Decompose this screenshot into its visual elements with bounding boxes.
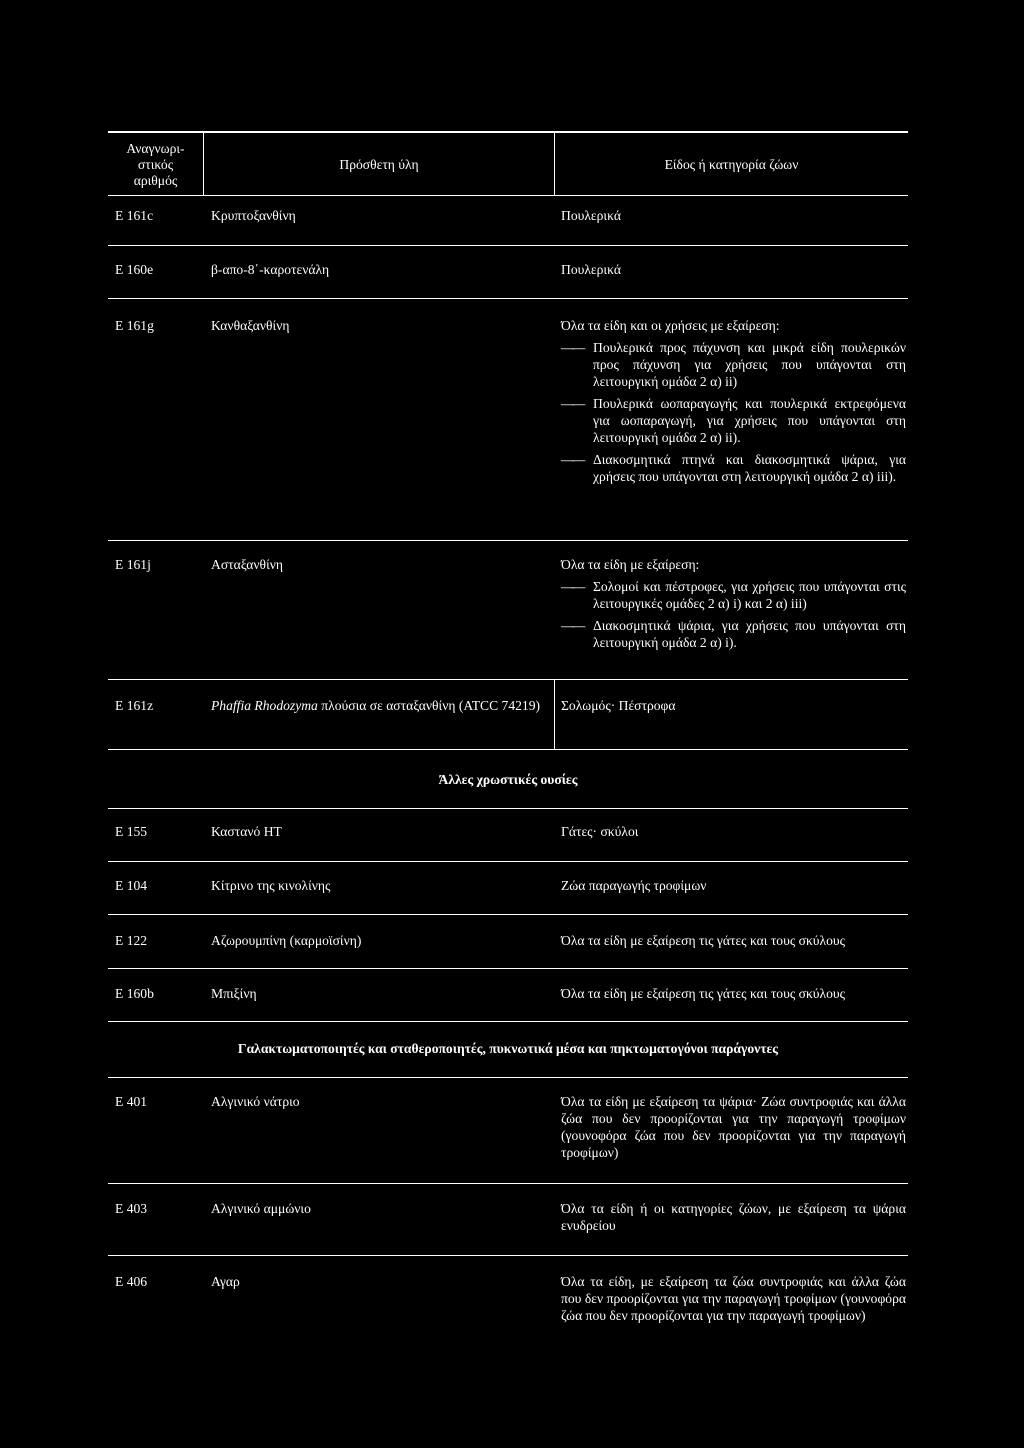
row-rule bbox=[108, 749, 908, 750]
row-id: E 161c bbox=[115, 208, 154, 223]
row-species: Σολωμός· Πέστροφα bbox=[561, 698, 676, 713]
table-top-rule bbox=[108, 131, 908, 133]
row-id: E 403 bbox=[115, 1201, 148, 1216]
row-substance: Μπιξίνη bbox=[211, 986, 257, 1001]
section-title: Γαλακτωματοποιητές και σταθεροποιητές, πυκνωτικά μέσα και πηκτωματογόνοι παράγοντες bbox=[237, 1041, 779, 1056]
header-bottom-rule bbox=[108, 195, 908, 196]
row-rule bbox=[108, 968, 908, 969]
row-substance: Κανθαξανθίνη bbox=[211, 318, 290, 333]
row-species: Πουλερικά bbox=[561, 262, 621, 277]
row-species: Γάτες· σκύλοι bbox=[561, 824, 639, 839]
row-species bbox=[561, 556, 906, 651]
row-id: E 161g bbox=[115, 318, 154, 333]
row-substance: Αλγινικό νάτριο bbox=[211, 1094, 300, 1109]
row-id: E 122 bbox=[115, 933, 148, 948]
exception-item: —— Διακοσμητικά πτηνά και διακοσμητικά ψάρια, για χρήσεις που υπάγονται στη λειτουργική ομάδα 2 α) iii). bbox=[561, 451, 906, 485]
row-species: Όλα τα είδη, με εξαίρεση τα ζώα συντροφιάς και άλλα ζώα που δεν προορίζονται για την παραγωγή τροφίμων (γουνοφόρα ζώα που δεν προορίζονται για την παραγωγή τροφίμων) bbox=[561, 1274, 906, 1323]
row-species: Όλα τα είδη με εξαίρεση τα ψάρια· Ζώα συντροφιάς και άλλα ζώα που δεν προορίζονται για την παραγωγή τροφίμων (γουνοφόρα ζώα που δεν προορίζονται για την παραγωγή τροφίμων) bbox=[561, 1094, 906, 1160]
row-substance: Ασταξανθίνη bbox=[211, 557, 283, 572]
row-substance bbox=[211, 697, 549, 714]
exception-item: —— Διακοσμητικά ψάρια, για χρήσεις που υπάγονται στη λειτουργική ομάδα 2 α) i). bbox=[561, 617, 906, 651]
substance-description: πλούσια σε ασταξανθίνη (ATCC 74219) bbox=[321, 698, 541, 713]
row-id: E 160b bbox=[115, 986, 154, 1001]
row-rule bbox=[108, 1255, 908, 1256]
row-rule bbox=[108, 808, 908, 809]
row-substance: β-απο-8΄-καροτενάλη bbox=[211, 262, 330, 277]
row-rule bbox=[108, 540, 908, 541]
row-species: Ζώα παραγωγής τροφίμων bbox=[561, 878, 707, 893]
exception-item: —— Πουλερικά ωοπαραγωγής και πουλερικά εκτρεφόμενα για ωοπαραγωγή, για χρήσεις που υπάγονται στη λειτουργική ομάδα 2 α) ii). bbox=[561, 395, 906, 446]
species-intro: Όλα τα είδη με εξαίρεση: bbox=[561, 557, 700, 572]
row-id: E 155 bbox=[115, 824, 148, 839]
row-substance: Καστανό HT bbox=[211, 824, 282, 839]
header-species: Είδος ή κατηγορία ζώων bbox=[664, 157, 799, 172]
species-scientific-name: Phaffia Rhodozyma bbox=[211, 698, 318, 713]
row-rule bbox=[108, 245, 908, 246]
row-id: E 401 bbox=[115, 1094, 148, 1109]
row-substance: Κρυπτοξανθίνη bbox=[211, 208, 296, 223]
row-id: E 160e bbox=[115, 262, 154, 277]
row-rule bbox=[108, 1183, 908, 1184]
row-species: Όλα τα είδη ή οι κατηγορίες ζώων, με εξαίρεση τα ψάρια ενυδρείου bbox=[561, 1201, 906, 1233]
row-rule bbox=[108, 298, 908, 299]
row-rule bbox=[108, 679, 908, 680]
row-rule bbox=[108, 1077, 908, 1078]
header-id: Αναγνωρι- στικός αριθμός bbox=[126, 141, 185, 188]
row-species: Όλα τα είδη με εξαίρεση τις γάτες και τους σκύλους bbox=[561, 933, 846, 948]
row-substance: Αλγινικό αμμώνιο bbox=[211, 1201, 311, 1216]
row-substance: Κίτρινο της κινολίνης bbox=[211, 878, 331, 893]
exception-item: —— Πουλερικά προς πάχυνση και μικρά είδη πουλερικών προς πάχυνση για χρήσεις που υπάγονται στη λειτουργική ομάδα 2 α) ii) bbox=[561, 339, 906, 390]
row-species bbox=[561, 317, 906, 485]
column-divider bbox=[554, 679, 555, 749]
row-id: E 161z bbox=[115, 698, 154, 713]
row-rule bbox=[108, 1021, 908, 1022]
row-id: E 104 bbox=[115, 878, 148, 893]
row-substance: Αζωρουμπίνη (καρμοϊσίνη) bbox=[211, 933, 362, 948]
header-substance: Πρόσθετη ύλη bbox=[339, 157, 419, 172]
row-id: E 161j bbox=[115, 557, 151, 572]
row-id: E 406 bbox=[115, 1274, 148, 1289]
row-rule bbox=[108, 861, 908, 862]
row-substance: Αγαρ bbox=[211, 1274, 240, 1289]
row-species: Πουλερικά bbox=[561, 208, 621, 223]
exception-item: —— Σολομοί και πέστροφες, για χρήσεις που υπάγονται στις λειτουργικές ομάδες 2 α) i) και 2 α) iii) bbox=[561, 578, 906, 612]
species-intro: Όλα τα είδη και οι χρήσεις με εξαίρεση: bbox=[561, 318, 780, 333]
row-species: Όλα τα είδη με εξαίρεση τις γάτες και τους σκύλους bbox=[561, 986, 846, 1001]
section-title: Άλλες χρωστικές ουσίες bbox=[438, 772, 578, 787]
row-rule bbox=[108, 914, 908, 915]
